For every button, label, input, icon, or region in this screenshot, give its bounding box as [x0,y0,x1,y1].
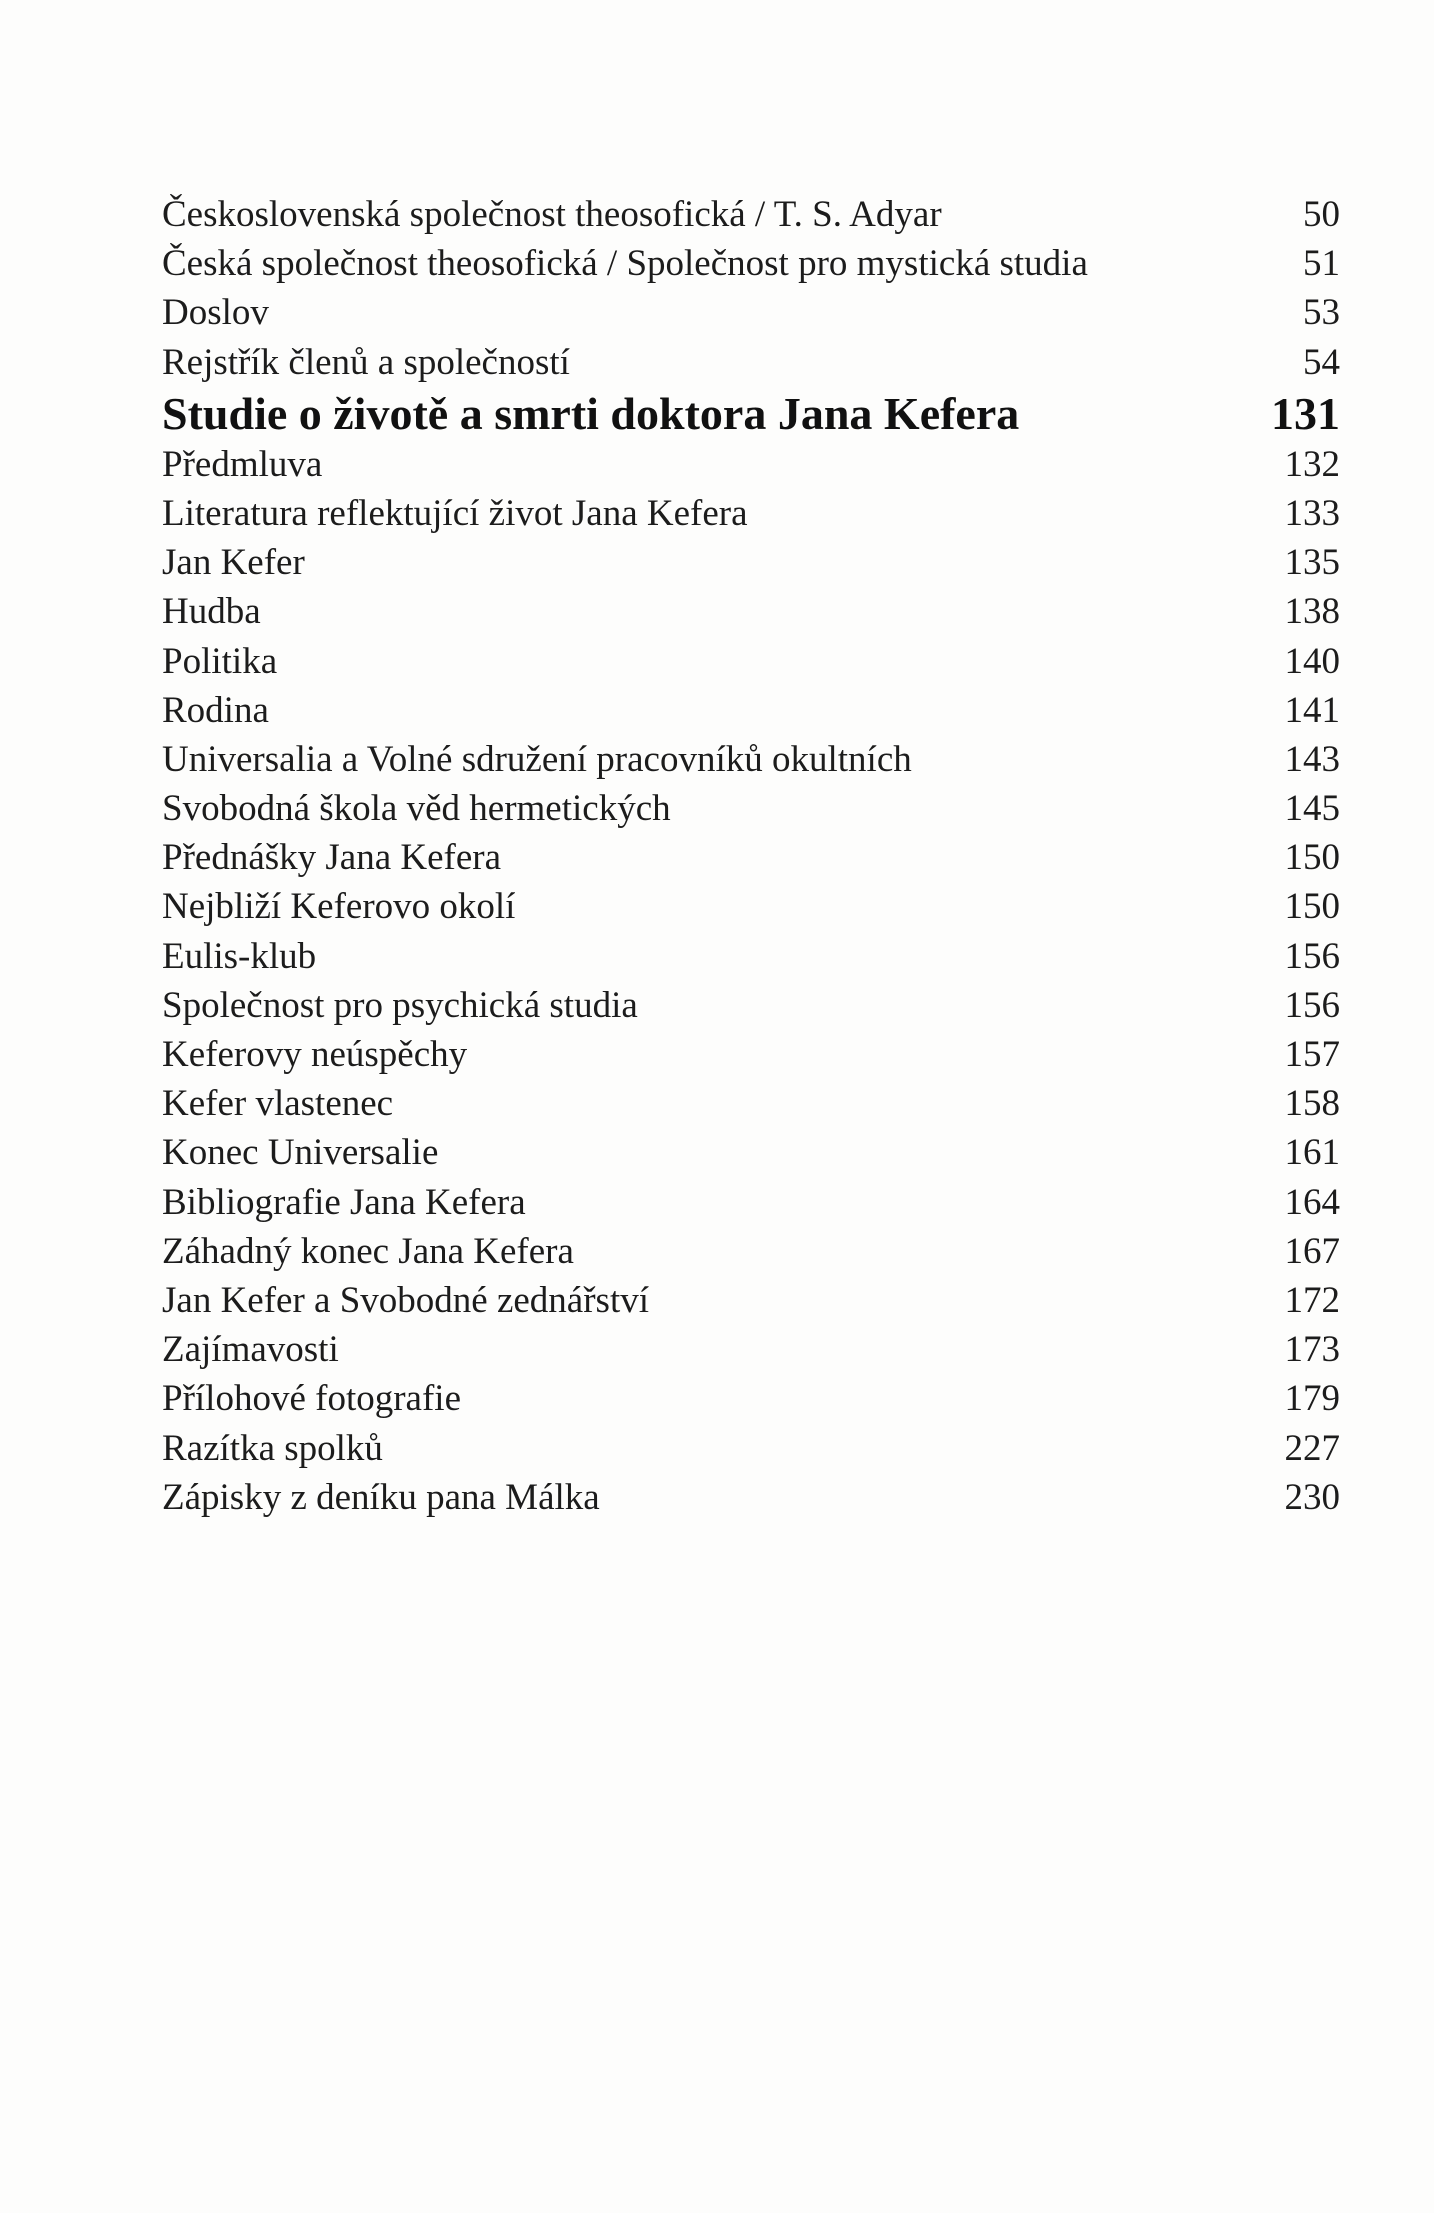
toc-entry-title: Československá společnost theosofická / T. S. Adyar [162,194,942,235]
toc-entry-title: Rodina [162,689,269,731]
toc-entry [162,587,1340,636]
toc-entry [162,981,1340,1030]
toc-entry-title: Studie o životě a smrti doktora Jana Kefera [162,387,1020,439]
toc-entry-page-number: 132 [1284,443,1340,485]
toc-entry-page-number: 51 [1303,243,1340,285]
toc-entry-page-number: 54 [1303,341,1340,383]
toc-entry-page-number: 131 [1271,387,1340,439]
toc-entry-title: Společnost pro psychická studia [162,984,638,1026]
toc-entry-page-number: 141 [1284,689,1340,731]
table-of-contents [162,190,1340,1522]
toc-entry-page-number: 135 [1284,542,1340,584]
toc-section-heading [162,387,1340,440]
toc-entry-page-number: 161 [1284,1132,1340,1174]
toc-entry-title: Bibliografie Jana Kefera [162,1181,526,1223]
toc-entry-title: Předmluva [162,443,323,485]
toc-entry-title: Konec Universalie [162,1132,439,1174]
toc-entry [162,489,1340,538]
toc-entry-page-number: 179 [1284,1378,1340,1420]
toc-entry-title: Česká společnost theosofická / Společnost pro mystická studia [162,243,1088,285]
toc-entry-page-number: 157 [1284,1034,1340,1075]
toc-entry-page-number: 150 [1284,886,1340,928]
toc-entry-title: Nejbliží Keferovo okolí [162,886,516,928]
toc-entry-title: Eulis-klub [162,935,317,977]
toc-entry [162,190,1340,239]
toc-entry-title: Přílohové fotografie [162,1378,461,1420]
toc-entry-title: Keferovy neúspěchy [162,1034,468,1075]
toc-entry-page-number: 167 [1284,1230,1340,1272]
toc-entry-page-number: 53 [1303,292,1340,334]
toc-entry [162,440,1340,489]
toc-entry [162,686,1340,735]
toc-entry [162,538,1340,587]
toc-entry-title: Hudba [162,591,261,633]
toc-entry [162,833,1340,882]
toc-entry-title: Rejstřík členů a společností [162,341,570,383]
toc-entry-page-number: 145 [1284,788,1340,830]
toc-entry [162,1030,1340,1079]
toc-entry [162,1473,1340,1522]
toc-entry-title: Jan Kefer a Svobodné zednářství [162,1279,649,1321]
toc-entry [162,1079,1340,1128]
toc-entry [162,1374,1340,1423]
toc-entry-title: Kefer vlastenec [162,1083,394,1125]
toc-entry-page-number: 173 [1284,1329,1340,1371]
toc-entry [162,288,1340,337]
toc-entry [162,1227,1340,1276]
toc-entry [162,637,1340,686]
toc-entry-page-number: 172 [1284,1279,1340,1321]
toc-entry [162,735,1340,784]
toc-entry-title: Zajímavosti [162,1329,339,1371]
toc-entry-page-number: 158 [1284,1083,1340,1125]
toc-entry-page-number: 138 [1284,591,1340,633]
toc-entry [162,1325,1340,1374]
toc-entry-title: Zápisky z deníku pana Málka [162,1476,600,1518]
toc-entry-title: Svobodná škola věd hermetických [162,788,671,830]
toc-entry-page-number: 164 [1284,1181,1340,1223]
toc-entry [162,239,1340,288]
toc-entry-page-number: 230 [1284,1476,1340,1518]
toc-entry-page-number: 227 [1284,1427,1340,1469]
toc-entry [162,1178,1340,1227]
toc-entry-title: Universalia a Volné sdružení pracovníků okultních [162,738,912,780]
toc-entry-page-number: 133 [1284,492,1340,534]
toc-entry [162,338,1340,387]
toc-entry-title: Záhadný konec Jana Kefera [162,1230,574,1272]
toc-entry [162,784,1340,833]
toc-entry [162,1276,1340,1325]
toc-entry-title: Doslov [162,292,269,334]
toc-entry [162,1424,1340,1473]
toc-entry [162,882,1340,931]
toc-entry-title: Razítka spolků [162,1427,383,1469]
toc-entry [162,932,1340,981]
toc-entry-page-number: 156 [1284,935,1340,977]
toc-entry-page-number: 143 [1284,738,1340,780]
toc-entry-page-number: 50 [1303,194,1340,235]
toc-entry-title: Literatura reflektující život Jana Kefera [162,492,748,534]
toc-entry-page-number: 156 [1284,984,1340,1026]
toc-entry-title: Přednášky Jana Kefera [162,837,502,879]
toc-entry-title: Jan Kefer [162,542,305,584]
toc-entry-page-number: 140 [1284,640,1340,682]
toc-entry-title: Politika [162,640,278,682]
toc-entry-page-number: 150 [1284,837,1340,879]
toc-entry [162,1128,1340,1177]
